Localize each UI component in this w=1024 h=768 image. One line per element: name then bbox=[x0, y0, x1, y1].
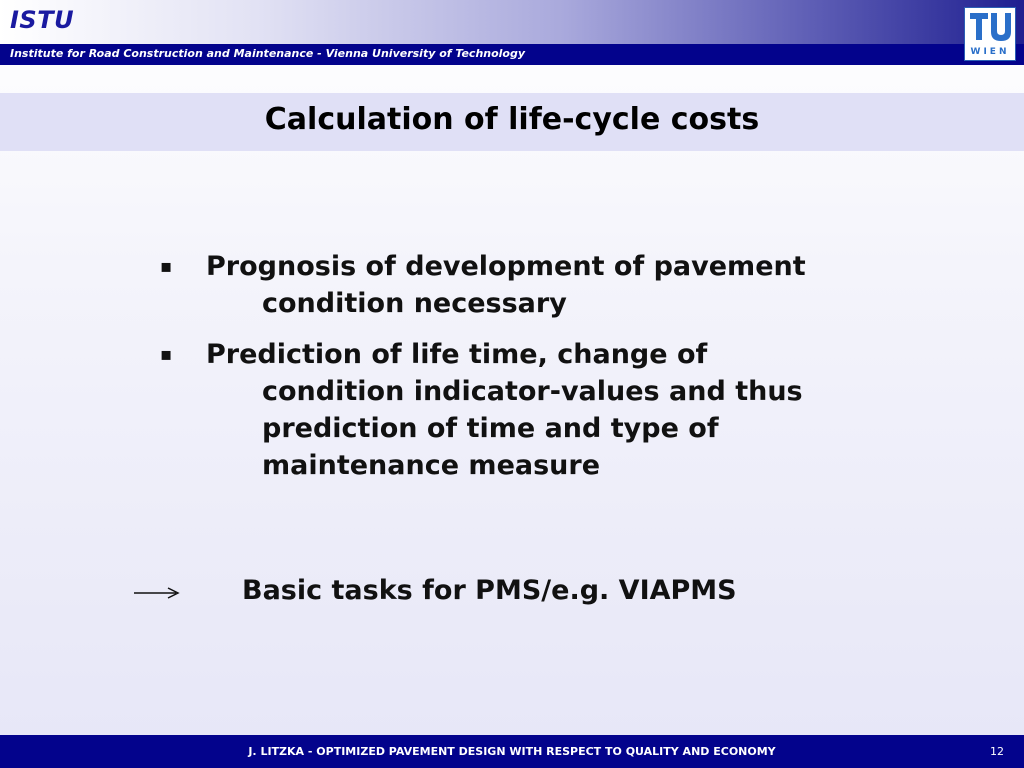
conclusion-text: Basic tasks for PMS/e.g. VIAPMS bbox=[242, 575, 737, 606]
institute-name: Institute for Road Construction and Maintenance - Vienna University of Technology bbox=[10, 47, 526, 60]
bullet-text-continuation: condition indicator-values and thus bbox=[262, 376, 803, 407]
bullet-text-continuation: condition necessary bbox=[262, 288, 567, 319]
slide-title: Calculation of life-cycle costs bbox=[264, 102, 760, 137]
tu-wien-logo bbox=[964, 7, 1016, 61]
bullet-item bbox=[158, 336, 918, 484]
header-gradient-band bbox=[0, 0, 1024, 44]
brand-name: ISTU bbox=[10, 6, 75, 34]
bullet-text-continuation: maintenance measure bbox=[262, 450, 601, 481]
footer-bar bbox=[0, 735, 1024, 768]
bullet-text-continuation: prediction of time and type of bbox=[262, 413, 719, 444]
institute-bar bbox=[0, 44, 1024, 65]
bullet-marker: ▪ bbox=[160, 344, 173, 365]
bullet-item bbox=[158, 248, 918, 322]
bullet-marker: ▪ bbox=[160, 256, 173, 277]
arrow-right-icon bbox=[132, 578, 182, 608]
bullet-list bbox=[158, 248, 918, 498]
footer-text: J. LITZKA - OPTIMIZED PAVEMENT DESIGN WITH RESPECT TO QUALITY AND ECONOMY bbox=[248, 745, 776, 758]
bullet-text: Prediction of life time, change of bbox=[206, 339, 708, 370]
logo-wordmark: WIEN bbox=[970, 47, 1010, 57]
page-number: 12 bbox=[990, 745, 1004, 758]
bullet-text: Prognosis of development of pavement bbox=[206, 251, 806, 282]
